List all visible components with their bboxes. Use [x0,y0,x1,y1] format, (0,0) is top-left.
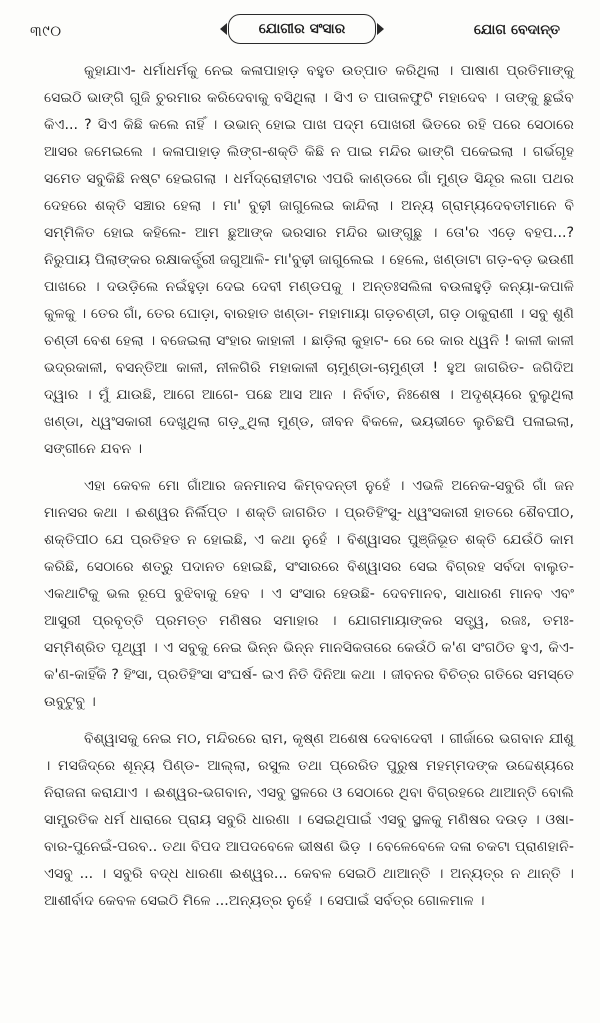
page-header [0,0,600,60]
section-title: ଯୋଗ ବେଦାନ୍ତ [473,22,560,38]
paragraph-2: ଏହା କେବଳ ମୋ ଗାଁଆର ଜନମାନସ କିମ୍ବଦନ୍ତୀ ନୁହେଁ । ଏଭଳି ଅନେକ-ସବୁରି ଗାଁ ଜନ ମାନସର କଥା । ଈଶ୍ୱର ନିର୍ଲିପ୍ତ । ଶକ୍ତି ଜାଗରିତ । ପ୍ରତିହିଂସୁ- ଧ୍ୱଂସକାରୀ ହାତରେ ଶୈବପୀଠ, ଶକ୍ତିପୀଠ ଯେ ପ୍ରତିହତ ନ ହୋଇଛି, ଏ କଥା ନୁହେଁ । ବିଶ୍ୱାସର ପୁଞ୍ଜିଭୂତ ଶକ୍ତି ଯେଉଁଠି କାମ କରିଛି, ସେଠାରେ ଶତ୍ରୁ ପଦାନତ ହୋଇଛି, ସଂସାରରେ ବିଶ୍ୱାସର ସେଇ ବିଗ୍ରହ ସର୍ବଦା ବାଲୁତ- ଏକଥାଟିକୁ ଭଲ ରୂପେ ବୁଝିବାକୁ ହେବ । ଏ ସଂସାର ହେଉଛି- ଦେବମାନବ, ସାଧାରଣ ମାନବ ଏବଂ ଆସୁରୀ ପ୍ରବୃତ୍ତି ପ୍ରମତ୍ତ ମଣିଷର ସମାହାର । ଯୋଗମାୟାଙ୍କର ସତ୍ତ୍ୱ, ରଜଃ, ତମଃ- ସମ୍ମିଶ୍ରିତ ପୃଥ୍ୱୀ । ଏ ସବୁକୁ ନେଇ ଭିନ୍ନ ଭିନ୍ନ ମାନସିକତାରେ କେଉଁଠି କ'ଣ ସଂଗଠିତ ହୁଏ, କିଏ-କ'ଣ-କାହିଁକି ? ହିଂସା, ପ୍ରତିହିଂସା ସଂଘର୍ଷ- ଇଏ ନିତି ଦିନିଆ କଥା । ଜୀବନର ବିଚିତ୍ର ଗତିରେ ସମସ୍ତେ ଉବୁଟୁବୁ । [44,478,574,710]
paragraph-1: କୁହାଯାଏ- ଧର୍ମାଧର୍ମକୁ ନେଇ କଳାପାହାଡ଼ ବହୁତ ଉତ୍ପାତ କରିଥିଲା । ପାଷାଣ ପ୍ରତିମାଙ୍କୁ ସେଇଠି ଭାଙ୍ଗି ଗୁଜି ଚୁରମାର କରିଦେବାକୁ ବସିଥିଲା । ସିଏ ତ ପାତାଳଫୁଟି ମହାଦେବ । ତାଙ୍କୁ ଛୁଇଁବ କିଏ... ? ସିଏ କିଛି କଲେ ନାହିଁ । ଉଭାନ୍ ହୋଇ ପାଖ ପଦ୍ମ ପୋଖରୀ ଭିତରେ ରହି ପରେ ସେଠାରେ ଆସର ଜମେଇଲେ । କଳାପାହାଡ଼ ଲିଙ୍ଗ-ଶକ୍ତି କିଛି ନ ପାଇ ମନ୍ଦିର ଭାଙ୍ଗି ପକେଇଲା । ଗର୍ଭଗୃହ ସମେତ ସବୁକିଛି ନଷ୍ଟ ହେଇଗଲା । ଧର୍ମଦ୍ରୋହୀଟାର ଏପରି କାଣ୍ଡରେ ଗାଁ ମୁଣ୍ଡ ସିନ୍ଦୂର ଲଗା ପଥର ଦେହରେ ଶକ୍ତି ସଞ୍ଚାର ହେଲା । ମା' ବୁଢ଼ୀ ଜାଗୁଲେଇ କାନ୍ଦିଲା । ଅନ୍ୟ ଗ୍ରାମ୍ୟଦେବତୀମାନେ ବି ସମ୍ମିଳିତ ହୋଇ କହିଲେ- ଆମ ଛୁଆଙ୍କ ଭରସାର ମନ୍ଦିର ଭାଙ୍ଗୁଛୁ । ତୋ'ର ଏଡ଼େ ବହପ...? ନିରୁପାୟ ପିଲାଙ୍କର ରକ୍ଷାକର୍ତ୍ତ୍ରୀ ଜଗୁଆଳି- ମା'ବୁଢ଼ୀ ଜାଗୁଲେଇ । ହେଲେ, ଖଣ୍ଡାଟା ଗଡ଼-ବଡ଼ ଭଉଣୀ ପାଖରେ । ଦଉଡ଼ିଲେ ନଇଁହୁଡ଼ା ଦେଇ ଦେବୀ ମଣ୍ଡପକୁ । ଅନ୍ତଃସଲିଳା ବଉଳାହୁଡ଼ି କନ୍ୟା-କପାଳି କୁଳକୁ । ତେର ଗାଁ, ତେର ଘୋଡ଼ା, ବାରହାତ ଖଣ୍ଡା- ମହାମାୟା ଗଡ଼ଚଣ୍ଡୀ, ଗଡ଼ ଠାକୁରାଣୀ । ସବୁ ଶୁଣି ଚଣ୍ଡୀ ବେଶ ହେଲା । ବଜେଇଲା ସଂହାର କାହାଳୀ । ଛାଡ଼ିଲା କୁହାଟ- ରେ ରେ କାର ଧ୍ୱନି ! କାଳୀ କାଳୀ ଭଦ୍ରକାଳୀ, ବସନ୍ତିଆ କାଳୀ, ନୀଳଗିରି ମହାକାଳୀ ଚାମୁଣ୍ଡା-ଚାମୁଣ୍ଡୀ ! ହୁଅ ଜାଗରିତ- ଜଗିଦିଅ ଦ୍ୱାର । ମୁଁ ଯାଉଛି, ଆଗେ ଆଗେ- ପଛେ ଆସ ଆନ । ନିର୍ବାତ, ନିଃଶେଷ । ଅଦୃଶ୍ୟରେ ବୁଲୁଥିଲା ଖଣ୍ଡା, ଧ୍ୱଂସକାରୀ ଦେଖୁଥିଲା ଗଡ଼ୁଥିଲା ମୁଣ୍ଡ, ଜୀବନ ବିକଳେ, ଭୟଭୀତେ ଲୁଚିଛପି ପଳାଇଲା, ସଙ୍ଗୀନେ ଯବନ । [44,63,574,457]
paragraph-3: ବିଶ୍ୱାସକୁ ନେଇ ମଠ, ମନ୍ଦିରରେ ରାମ, କୃଷ୍ଣ ଅଶେଷ ଦେବାଦେବୀ । ଗୀର୍ଜାରେ ଭଗବାନ ଯୀଶୁ । ମସଜିଦ୍‌ରେ ଶୂନ୍ୟ ପିଣ୍ଡ- ଆଲ୍ଲା, ରସୁଲ ତଥା ପ୍ରେରିତ ପୁରୁଷ ମହମ୍ମଦଙ୍କ ଉଦ୍ଦେଶ୍ୟରେ ନିରାଜନା କରାଯାଏ । ଈଶ୍ୱର-ଭଗବାନ, ଏସବୁ ସ୍ଥଳରେ ଓ ସେଠାରେ ଥିବା ବିଗ୍ରହରେ ଥାଆନ୍ତି ବୋଲି ସାମ୍ପ୍ରତିକ ଧର୍ମ ଧାରାରେ ପ୍ରାୟ ସବୁରି ଧାରଣା । ସେଇଥିପାଇଁ ଏସବୁ ସ୍ଥଳକୁ ମଣିଷର ଦଉଡ଼ । ଓଷା-ବାର-ପୁନେଇଁ-ପରବ.. ତଥା ବିପଦ ଆପଦବେଳେ ଭୀଷଣ ଭିଡ଼ । ବେଳେବେଳେ ଦଳା ଚକଟା ପ୍ରାଣହାନି- ଏସବୁ ... । ସବୁରି ବଦ୍ଧ ଧାରଣା ଈଶ୍ୱର... କେବଳ ସେଇଠି ଥାଆନ୍ତି । ଅନ୍ୟତ୍ର ନ ଥାନ୍ତି । ଆଶୀର୍ବାଦ କେବଳ ସେଇଠି ମିଳେ ...ଅନ୍ୟତ୍ର ନୁହେଁ । ସେପାଇଁ ସର୍ବତ୍ର ଗୋଳମାଳ । [44,731,574,909]
running-title: ଯୋଗୀର ସଂସାର [228,14,376,44]
page-number: ୩୯୦ [30,22,62,40]
body-text [44,58,574,915]
